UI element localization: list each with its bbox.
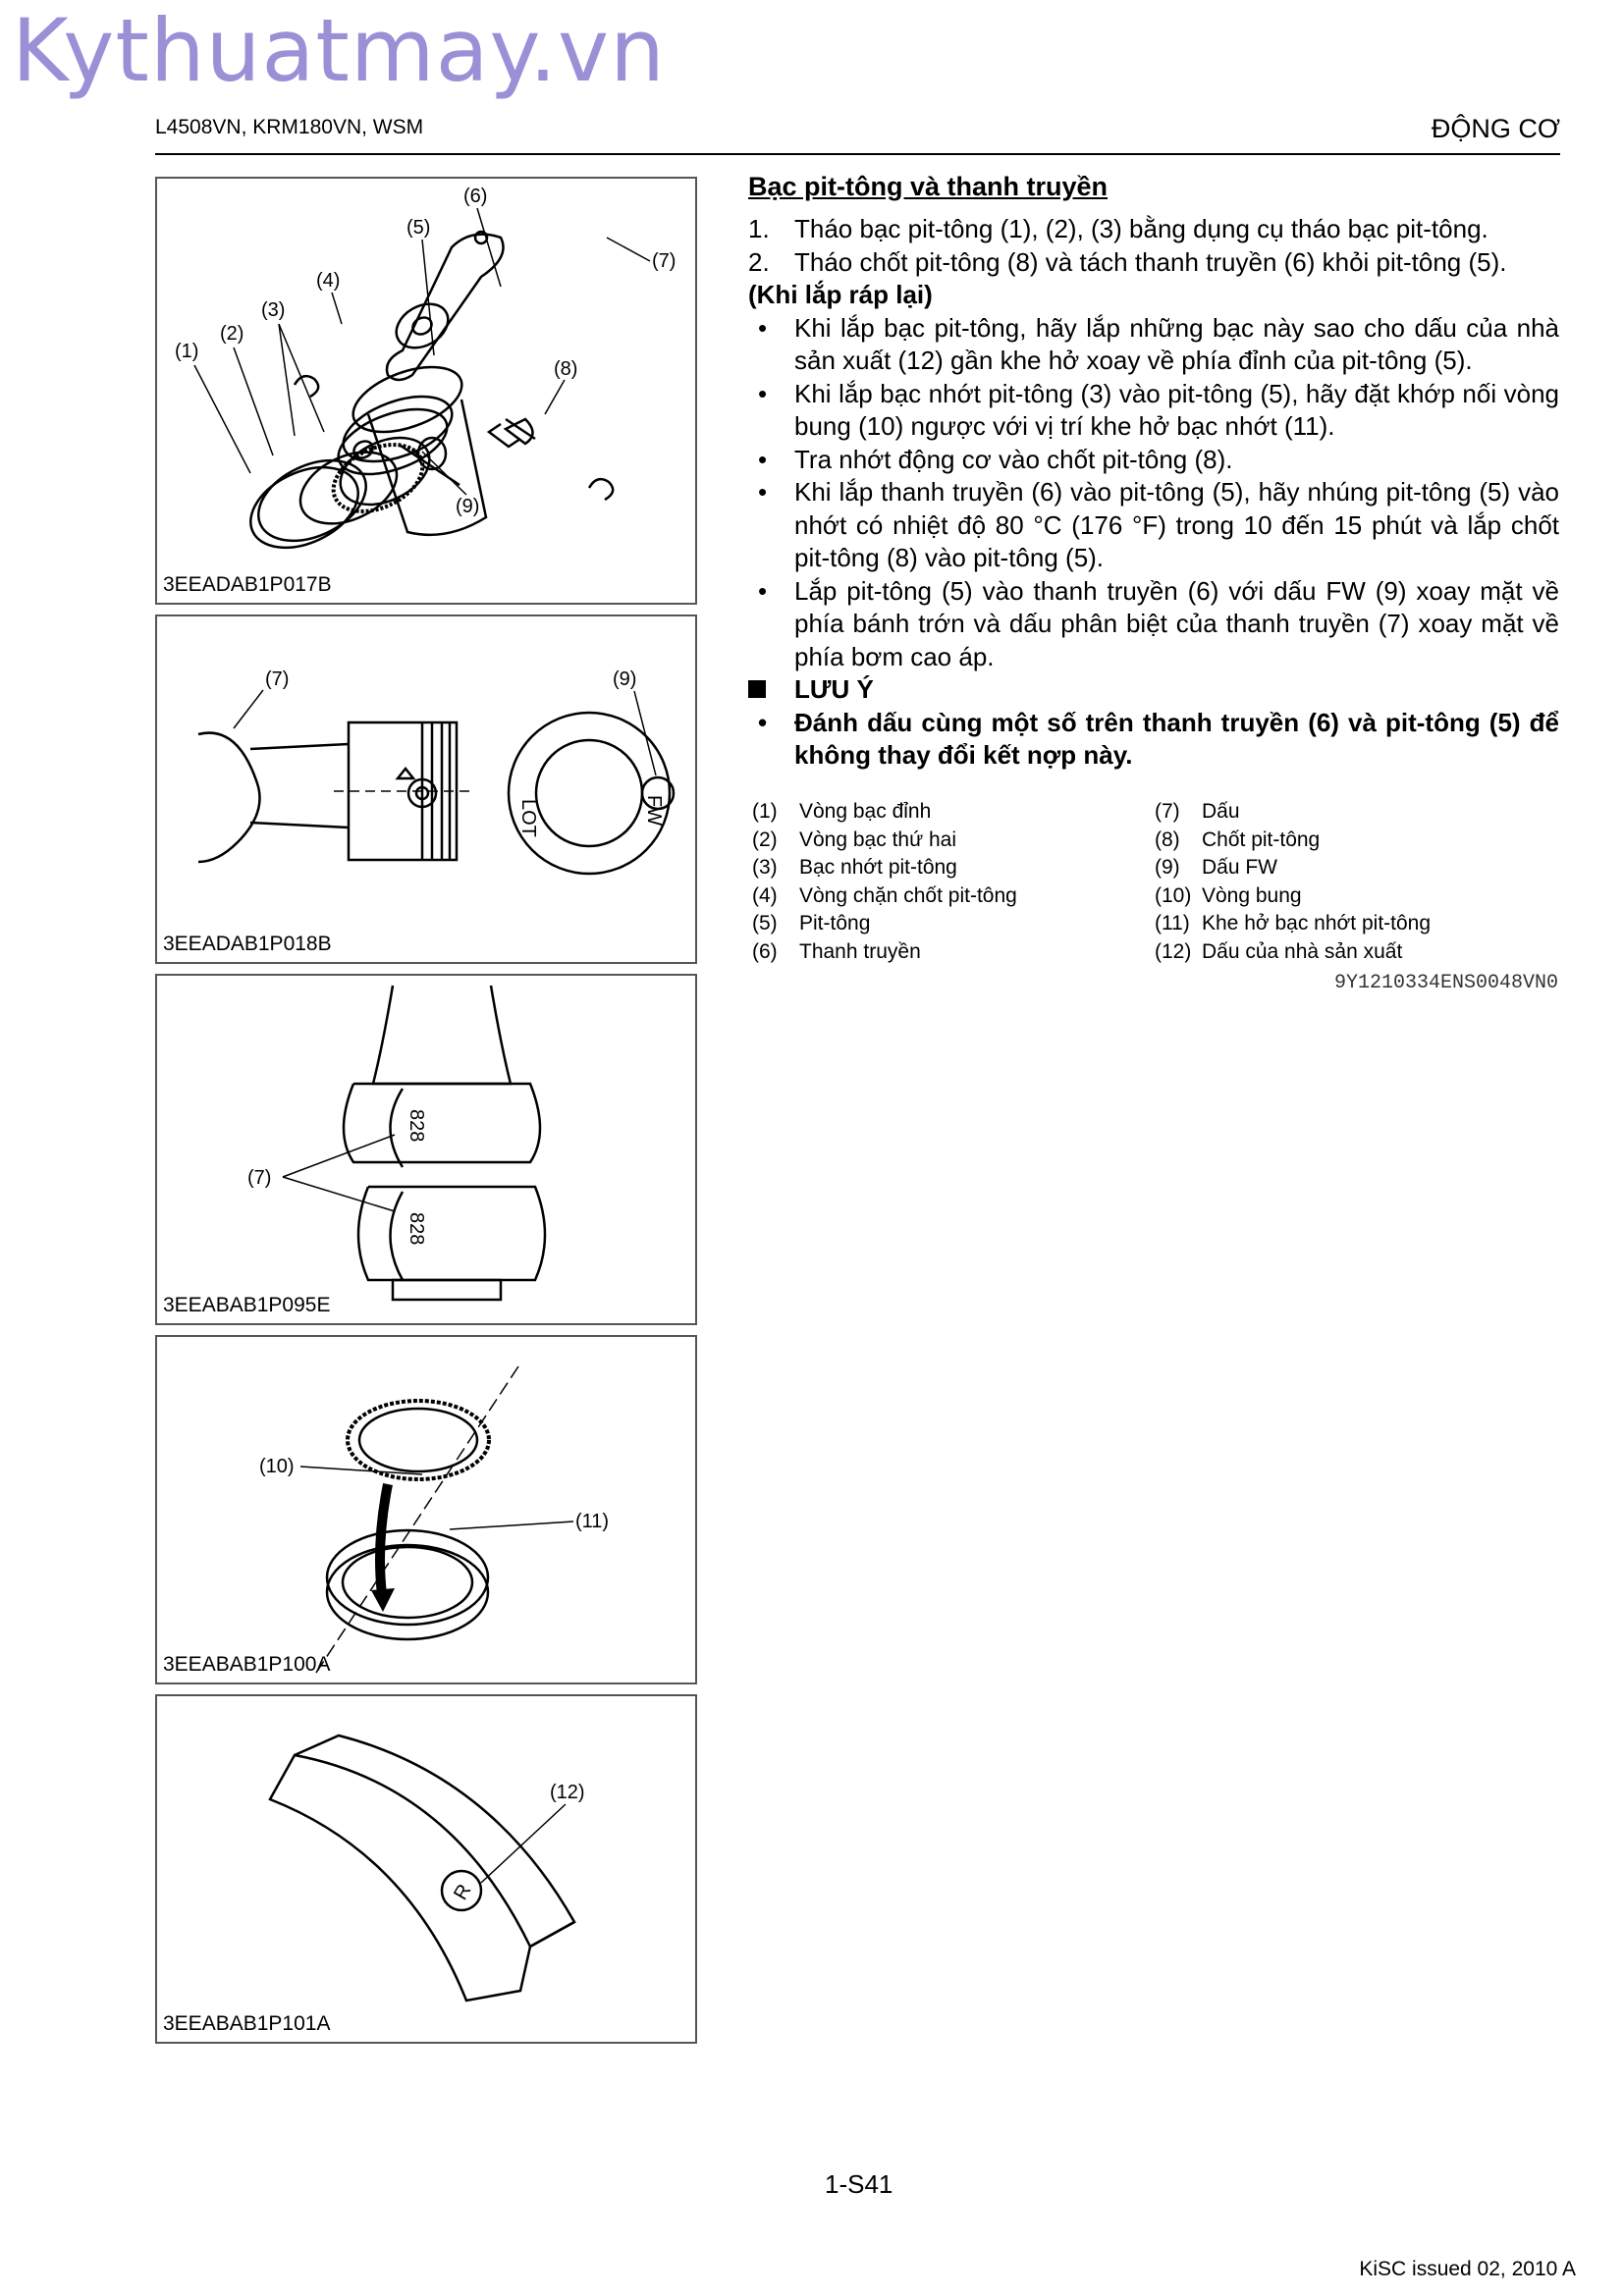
step-text: Tháo bạc pit-tông (1), (2), (3) bằng dụng cụ tháo bạc pit-tông.	[794, 214, 1488, 243]
legend-right-column	[1155, 798, 1431, 966]
fw-mark: FW	[643, 795, 665, 827]
reassembly-bullet	[748, 378, 1559, 444]
legend-label: Pit-tông	[799, 912, 871, 934]
piston-exploded-drawing	[157, 179, 699, 607]
figure-oil-ring-gap	[155, 1335, 697, 1684]
rod-piston-drawing	[157, 616, 699, 966]
note-heading-text: LƯU Ý	[794, 674, 874, 704]
maker-mark-drawing	[157, 1696, 699, 2046]
legend-label: Dấu FW	[1202, 856, 1278, 879]
legend-label: Vòng bạc đỉnh	[799, 800, 932, 823]
legend-number: (11)	[1155, 912, 1190, 934]
bullet-dot: •	[758, 378, 768, 408]
callout-9: (9)	[456, 496, 480, 517]
callout-2: (2)	[220, 323, 244, 345]
legend-number: (3)	[752, 856, 778, 879]
legend-item	[1155, 854, 1431, 882]
note-heading	[748, 673, 1559, 707]
callout-7: (7)	[265, 668, 290, 690]
legend-number: (2)	[752, 828, 778, 851]
legend-item	[1155, 910, 1431, 938]
oil-ring-drawing	[157, 1337, 699, 1686]
callout-3: (3)	[261, 299, 286, 321]
callout-7: (7)	[652, 250, 676, 272]
bullet-text: Khi lắp bạc nhớt pit-tông (3) vào pit-tông (5), hãy đặt khớp nối vòng bung (10) ngược với vị trí khe hở bạc nhớt (11).	[794, 378, 1559, 441]
step-text: Tháo chốt pit-tông (8) và tách thanh truyền (6) khỏi pit-tông (5).	[794, 246, 1507, 277]
maker-mark: R	[450, 1880, 476, 1904]
document-id: 9Y1210334ENS0048VN0	[1333, 972, 1558, 994]
legend-label: Vòng bung	[1202, 883, 1302, 907]
bullet-dot: •	[758, 575, 768, 606]
reassembly-heading: (Khi lắp ráp lại)	[748, 280, 933, 309]
legend-item	[1155, 827, 1431, 855]
step-1	[748, 213, 1559, 246]
reassembly-bullet	[748, 312, 1559, 378]
legend-number: (10)	[1155, 883, 1192, 907]
note-bullet	[748, 707, 1559, 773]
footer-issue: KiSC issued 02, 2010 A	[1359, 2258, 1576, 2280]
legend-label: Thanh truyền	[799, 939, 921, 963]
figure-code: 3EEABAB1P101A	[163, 2012, 331, 2035]
bullet-text: Lắp pit-tông (5) vào thanh truyền (6) với dấu FW (9) xoay mặt về phía bánh trớn và dấu phân biệt của thanh truyền (7) xoay mặt về phía bơm cao áp.	[794, 575, 1559, 671]
reassembly-bullet	[748, 575, 1559, 674]
figure-rod-marks	[155, 974, 697, 1325]
step-2	[748, 246, 1559, 280]
legend-number: (9)	[1155, 856, 1180, 879]
callout-4: (4)	[316, 270, 341, 292]
legend-label: Vòng chặn chốt pit-tông	[799, 883, 1017, 907]
legend-label: Khe hở bạc nhớt pit-tông	[1202, 912, 1432, 934]
step-number: 1.	[748, 214, 770, 243]
legend-item	[1155, 938, 1431, 967]
callout-5: (5)	[406, 217, 431, 239]
reassembly-bullet	[748, 444, 1559, 477]
watermark-logo: Kythuatmay.vn	[12, 0, 666, 101]
callout-12: (12)	[550, 1782, 585, 1803]
legend-number: (4)	[752, 883, 778, 907]
bullet-dot: •	[758, 444, 768, 474]
rod-mark-bottom: 828	[406, 1212, 427, 1246]
figure-code: 3EEADAB1P017B	[163, 573, 332, 596]
figure-maker-mark	[155, 1694, 697, 2044]
legend-item	[752, 798, 1017, 827]
page-number: 1-S41	[825, 2169, 893, 2199]
callout-11: (11)	[575, 1511, 610, 1532]
legend-number: (5)	[752, 912, 778, 934]
legend-left-column	[752, 798, 1017, 966]
legend-label: Chốt pit-tông	[1202, 828, 1321, 851]
legend-item	[752, 882, 1017, 911]
bullet-dot: •	[758, 312, 768, 343]
legend-item	[752, 827, 1017, 855]
legend-label: Dấu của nhà sản xuất	[1202, 939, 1403, 963]
legend-number: (6)	[752, 939, 778, 963]
reassembly-bullet	[748, 476, 1559, 575]
legend-label: Bạc nhớt pit-tông	[799, 856, 957, 879]
figure-rod-piston-top	[155, 614, 697, 964]
legend-number: (12)	[1155, 939, 1192, 963]
legend-item	[752, 854, 1017, 882]
bullet-dot: •	[758, 477, 768, 507]
callout-9: (9)	[613, 668, 637, 690]
step-number: 2.	[748, 246, 770, 277]
legend-item	[1155, 798, 1431, 827]
figure-piston-exploded	[155, 177, 697, 605]
rod-marks-drawing	[157, 976, 699, 1327]
bullet-text: Tra nhớt động cơ vào chốt pit-tông (8).	[794, 444, 1233, 474]
legend-item	[752, 938, 1017, 967]
section-title: Bạc pit-tông và thanh truyền	[748, 172, 1109, 201]
bullet-text: Khi lắp thanh truyền (6) vào pit-tông (5), hãy nhúng pit-tông (5) vào nhớt có nhiệt độ 80 °C (176 °F) trong 10 đến 15 phút và lắp chốt pit-tông (8) vào pit-tông (5).	[794, 477, 1559, 572]
legend-number: (8)	[1155, 828, 1180, 851]
callout-7: (7)	[247, 1167, 272, 1189]
header-section: ĐỘNG CƠ	[1431, 114, 1560, 143]
lot-mark: LOT	[517, 799, 539, 837]
callout-6: (6)	[463, 186, 488, 207]
header-rule	[155, 153, 1560, 155]
figure-code: 3EEABAB1P095E	[163, 1294, 331, 1316]
figure-code: 3EEADAB1P018B	[163, 933, 332, 955]
legend-number: (1)	[752, 800, 778, 823]
legend-number: (7)	[1155, 800, 1180, 823]
callout-10: (10)	[259, 1456, 295, 1477]
bullet-dot: •	[758, 707, 768, 737]
legend-label: Dấu	[1202, 800, 1240, 823]
callout-8: (8)	[554, 358, 578, 380]
legend-item	[752, 910, 1017, 938]
figure-code: 3EEABAB1P100A	[163, 1653, 331, 1676]
note-square-icon	[748, 680, 766, 698]
rod-mark-top: 828	[406, 1109, 427, 1143]
bullet-text: Khi lắp bạc pit-tông, hãy lắp những bạc này sao cho dấu của nhà sản xuất (12) gần khe hở xoay về phía đỉnh của pit-tông (5).	[794, 312, 1559, 375]
header-model: L4508VN, KRM180VN, WSM	[155, 116, 424, 138]
bullet-text: Đánh dấu cùng một số trên thanh truyền (6) và pit-tông (5) để không thay đổi kết nợp này.	[794, 707, 1559, 770]
procedure-text	[748, 213, 1559, 773]
callout-1: (1)	[175, 341, 199, 362]
legend-item	[1155, 882, 1431, 911]
legend-label: Vòng bạc thứ hai	[799, 828, 957, 851]
